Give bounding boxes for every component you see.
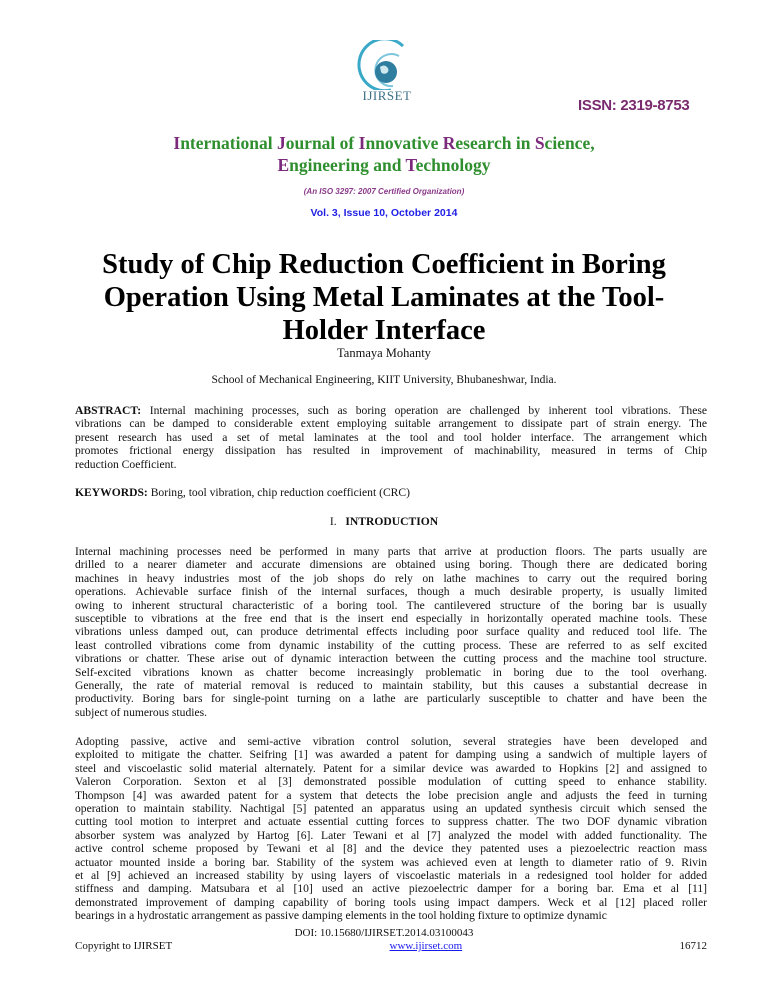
text-line-content: exploited to mitigate the chatter. Seifring [1] was awarded a patent for damping using a sandwich of multiple layers of — [75, 748, 707, 762]
keywords-label: KEYWORDS: — [75, 486, 148, 499]
text-line-content: Thompson [4] was awarded patent for a system that detects the lobe precision angle and adjusts the feed in turning — [75, 788, 707, 802]
section-number: I. — [329, 515, 337, 528]
text-line — [75, 735, 707, 748]
text-line-content: least controlled vibrations come from dynamic instability of the cutting process. These are referred to as self excited — [75, 638, 707, 652]
journal-name-segment: esearch in — [455, 133, 535, 153]
logo-text: IJIRSET — [362, 88, 412, 103]
text-line — [75, 652, 707, 665]
title-line: Operation Using Metal Laminates at the Tool- — [103, 282, 665, 313]
text-line-content: operations. Achievable surface finish of the internal surfaces, though a much desirable property, is usually limited — [75, 585, 707, 599]
text-line-content: productivity. Boring bars for single-point turning on a lathe are particularly susceptible to chatter and have been the — [75, 692, 707, 706]
text-line — [75, 625, 707, 638]
text-line — [75, 585, 707, 598]
text-line-content: Generally, the rate of material removal is reduced to maintain stability, but this causes a substantial decrease in — [75, 678, 707, 692]
journal-name-segment: I — [173, 133, 181, 153]
journal-name-segment: T — [405, 155, 416, 175]
text-line — [75, 748, 707, 761]
journal-logo — [345, 40, 425, 112]
text-line — [75, 545, 707, 558]
journal-name-segment: S — [534, 133, 545, 153]
text-line-content: Adopting passive, active and semi-active vibration control solution, several strategies have been developed and — [75, 735, 707, 748]
text-line-content: Valeron Corporation. Sexton et al [3] demonstrated possible modulation of cutting speed to enhance stability. — [75, 775, 707, 789]
text-line — [75, 789, 707, 802]
keywords — [75, 486, 410, 499]
text-line-content: Self-excited vibrations known as chatter become increasingly problematic in boring due to the tool overhang. — [75, 665, 707, 679]
text-line — [75, 775, 707, 788]
text-line-content: absorber system was analyzed by Hartog [6]. Later Tewani et al [7] analyzed the model with added functionality. The — [75, 828, 707, 842]
text-line-content: reduction Coefficient. — [75, 457, 177, 471]
text-line-content: Internal machining processes, such as boring operation are challenged by inherent tool vibrations. These — [141, 404, 707, 417]
text-line-content: bearings in a hydrostatic arrangement as passive damping elements in the tool holding fixture to optimize dynamic — [75, 909, 607, 923]
copyright: Copyright to IJIRSET — [75, 940, 173, 952]
text-line — [75, 417, 707, 430]
title-line: Study of Chip Reduction Coefficient in Boring — [102, 249, 666, 280]
text-line-content: owing to inherent structural characteristic of a boring tool. The cantilevered structure of the boring bar is usually — [75, 598, 707, 612]
text-line-content: Internal machining processes need be performed in many parts that arrive at production floors. The parts usually are — [75, 545, 707, 558]
text-line-content: vibrations unless damped out, can produce detrimental effects including poor surface quality and reduced tool life. The — [75, 625, 707, 639]
paper-title — [60, 248, 708, 347]
issn: ISSN: 2319-8753 — [578, 97, 690, 114]
text-line — [75, 856, 707, 869]
text-line-content: vibrations can be damped to considerable extent employing suitable arrangement to dissipate part of strain energy. The — [75, 417, 707, 431]
journal-name-segment: nnovative — [365, 133, 443, 153]
text-line-content: promotes frictional energy dissipation has resulted in improvement of machinability, measured in terms of Chip — [75, 444, 707, 458]
text-line — [75, 639, 707, 652]
text-line-content: susceptible to vibrations at the free end that is the insert end especially in horizontally operated machine tools. These — [75, 611, 707, 625]
website-link[interactable]: www.ijirset.com — [389, 940, 463, 952]
journal-name-segment: nternational — [180, 133, 277, 153]
text-line-content: machines in heavy industries most of the job shops do rely on lathe machines to carry out the required boring — [75, 571, 707, 585]
text-line — [75, 558, 707, 571]
text-line — [75, 666, 707, 679]
journal-name-segment: echnology — [415, 155, 491, 175]
text-line-content: steel and viscoelastic solid material alternately. Patent for a similar device was awarded to Hopkins [2] and assigned to — [75, 761, 707, 775]
text-line — [75, 444, 707, 457]
certification-note: (An ISO 3297: 2007 Certified Organization) — [303, 187, 465, 196]
text-line-content: stiffness and damping. Matsubara et al [10] used an active piezoelectric damper for a boring bar. Ema et al [11] — [75, 882, 707, 896]
text-line — [75, 458, 707, 471]
affiliation: School of Mechanical Engineering, KIIT University, Bhubaneshwar, India. — [211, 374, 557, 386]
text-line — [75, 869, 707, 882]
abstract-label: ABSTRACT: — [75, 404, 142, 417]
text-line — [75, 679, 707, 692]
journal-name-segment: J — [276, 133, 286, 153]
journal-name-line — [0, 154, 768, 176]
text-line-content: operation to maintain stability. Nachtigal [5] patented an apparatus using an updated synthesis circuit which sensed the — [75, 801, 707, 815]
text-line — [75, 896, 707, 909]
journal-name-segment: R — [442, 133, 456, 153]
title-line: Holder Interface — [282, 315, 486, 346]
journal-name-segment: cience, — [544, 133, 595, 153]
page-footer — [75, 940, 707, 952]
text-line-content: active control scheme proposed by Tewani et al [8] and the device they patented uses a piezoelectric reaction mass — [75, 842, 707, 856]
text-line-content: present research has used a set of metal laminates at the tool and tool holder interface. The arrangement which — [75, 430, 707, 444]
text-line-content: subject of numerous studies. — [75, 705, 208, 719]
text-line-content: et al [9] achieved an increased stability by using layers of viscoelastic materials in a redesigned tool holder for added — [75, 868, 707, 882]
globe-logo-icon — [345, 40, 429, 90]
intro-paragraph-2 — [75, 735, 707, 922]
text-line — [75, 706, 707, 719]
text-line — [75, 692, 707, 705]
volume-issue: Vol. 3, Issue 10, October 2014 — [310, 207, 458, 219]
text-line — [75, 762, 707, 775]
text-line — [75, 404, 707, 417]
text-line-content: demonstrated improvement of damping capability of boring tools using impact dampers. Weck et al [12] placed roller — [75, 895, 707, 909]
text-line — [75, 572, 707, 585]
text-line — [75, 909, 707, 922]
doi: DOI: 10.15680/IJIRSET.2014.03100043 — [294, 927, 474, 939]
intro-paragraph-1 — [75, 545, 707, 719]
keywords-text: Boring, tool vibration, chip reduction coefficient (CRC) — [147, 486, 410, 499]
text-line — [75, 599, 707, 612]
text-line — [75, 882, 707, 895]
text-line-content: drilled to a nearer diameter and accurate dimensions are obtained using boring. Though there are dedicated boring — [75, 558, 707, 572]
section-heading — [0, 515, 768, 528]
text-line-content: actuator mounted inside a boring bar. Stability of the system was achieved even at length to diameter ratio of 9. Rivin — [75, 855, 707, 869]
text-line — [75, 842, 707, 855]
text-line — [75, 431, 707, 444]
text-line-content: cutting tool motion to interpret and actuate essential cutting forces to suppress chatter. The two DOF dynamic vibration — [75, 815, 707, 829]
text-line — [75, 815, 707, 828]
abstract — [75, 404, 707, 471]
journal-name-segment: ngineering and — [289, 155, 406, 175]
text-line — [75, 829, 707, 842]
text-line — [75, 802, 707, 815]
journal-name-segment: ournal of — [285, 133, 359, 153]
journal-name-line — [0, 132, 768, 154]
journal-name-segment: E — [277, 155, 290, 175]
page-number: 16712 — [679, 940, 707, 952]
journal-name-segment: I — [358, 133, 366, 153]
author: Tanmaya Mohanty — [337, 346, 431, 360]
text-line — [75, 612, 707, 625]
journal-name — [0, 132, 768, 176]
text-line-content: vibrations or chatter. These arise out of dynamic interaction between the cutting process and the machine tool structure. — [75, 652, 707, 666]
section-title: INTRODUCTION — [345, 515, 439, 528]
